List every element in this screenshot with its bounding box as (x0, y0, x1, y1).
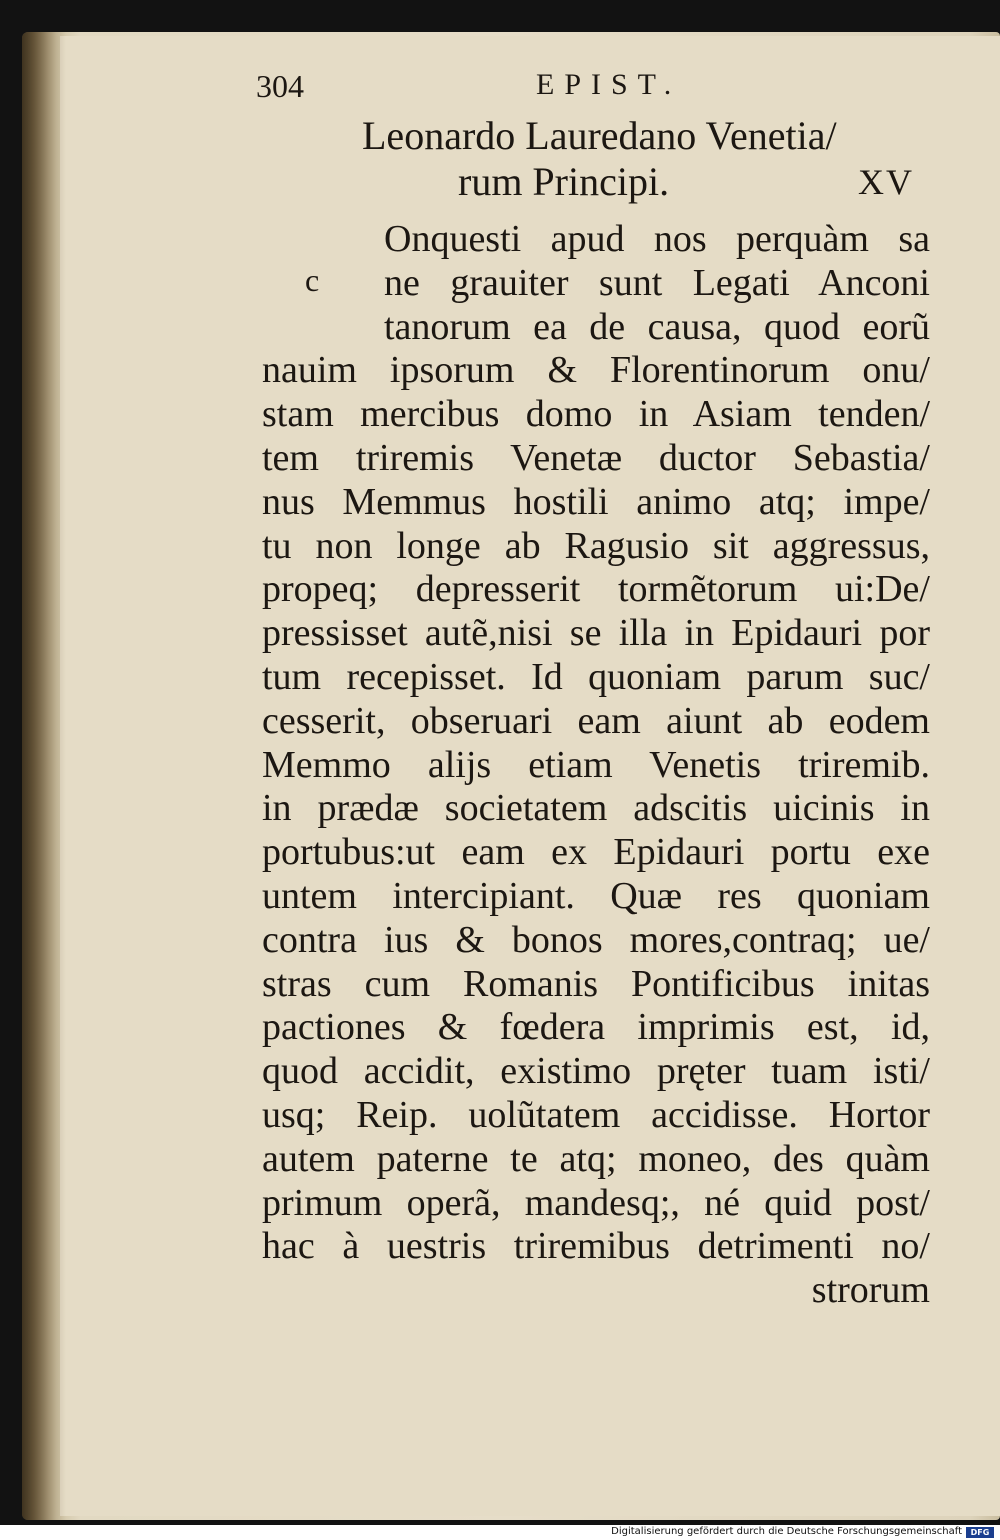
letter-title-line-1: Leonardo Lauredano Venetia/ (362, 113, 837, 158)
body-line: cesserit, obseruari eam aiunt ab eodem (262, 699, 930, 742)
body-line: quod accidit, existimo pręter tuam isti/ (262, 1050, 930, 1093)
digitization-credit: Digitalisierung gefördert durch die Deutsche Forschungsgemeinschaft (611, 1526, 962, 1537)
body-line: Memmo alijs etiam Venetis triremib. (262, 743, 930, 786)
body-line: tem triremis Venetæ ductor Sebastia/ (262, 436, 930, 479)
body-line: pressisset autẽ,nisi se illa in Epidauri por (262, 612, 930, 655)
letter-body (262, 218, 930, 1313)
body-line: hac à uestris triremibus detrimenti no/ (262, 1225, 930, 1268)
body-line: untem intercipiant. Quæ res quoniam (262, 874, 930, 917)
catchword: strorum (811, 1269, 930, 1312)
letter-title-line-2: rum Principi. (458, 159, 670, 204)
body-line: tanorum ea de causa, quod eorũ (384, 305, 930, 348)
body-line: pactiones & fœdera imprimis est, id, (262, 1006, 930, 1049)
body-line: stam mercibus domo in Asiam tenden/ (262, 393, 930, 436)
body-line: Onquesti apud nos perquàm sa (384, 218, 930, 260)
body-line: nauim ipsorum & Florentinorum onu/ (262, 349, 930, 392)
body-line: tum recepisset. Id quoniam parum suc/ (262, 655, 930, 698)
letter-number: XV (858, 162, 914, 202)
body-line: tu non longe ab Ragusio sit aggressus, (262, 524, 930, 567)
body-line: portubus:ut eam ex Epidauri portu exe (262, 831, 930, 874)
marginal-letter: c (305, 262, 320, 298)
body-line: autem paterne te atq; moneo, des quàm (262, 1137, 930, 1180)
body-line: nus Memmus hostili animo atq; impe/ (262, 480, 930, 523)
body-line: in prædæ societatem adscitis uicinis in (262, 787, 930, 830)
body-line: contra ius & bonos mores,contraq; ue/ (262, 918, 930, 961)
page-number: 304 (256, 68, 304, 104)
body-line: usq; Reip. uolũtatem accidisse. Hortor (262, 1093, 930, 1136)
dfg-logo: DFG (966, 1527, 994, 1538)
body-line: ne grauiter sunt Legati Anconi (384, 261, 930, 304)
spine-shadow (22, 32, 66, 1520)
body-line: propeq; depresserit tormẽtorum ui:De/ (262, 568, 930, 611)
body-line: primum operã, mandesq;, né quid post/ (262, 1181, 930, 1224)
body-line: stras cum Romanis Pontificibus initas (262, 962, 930, 1005)
running-head: EPIST. (536, 68, 682, 101)
